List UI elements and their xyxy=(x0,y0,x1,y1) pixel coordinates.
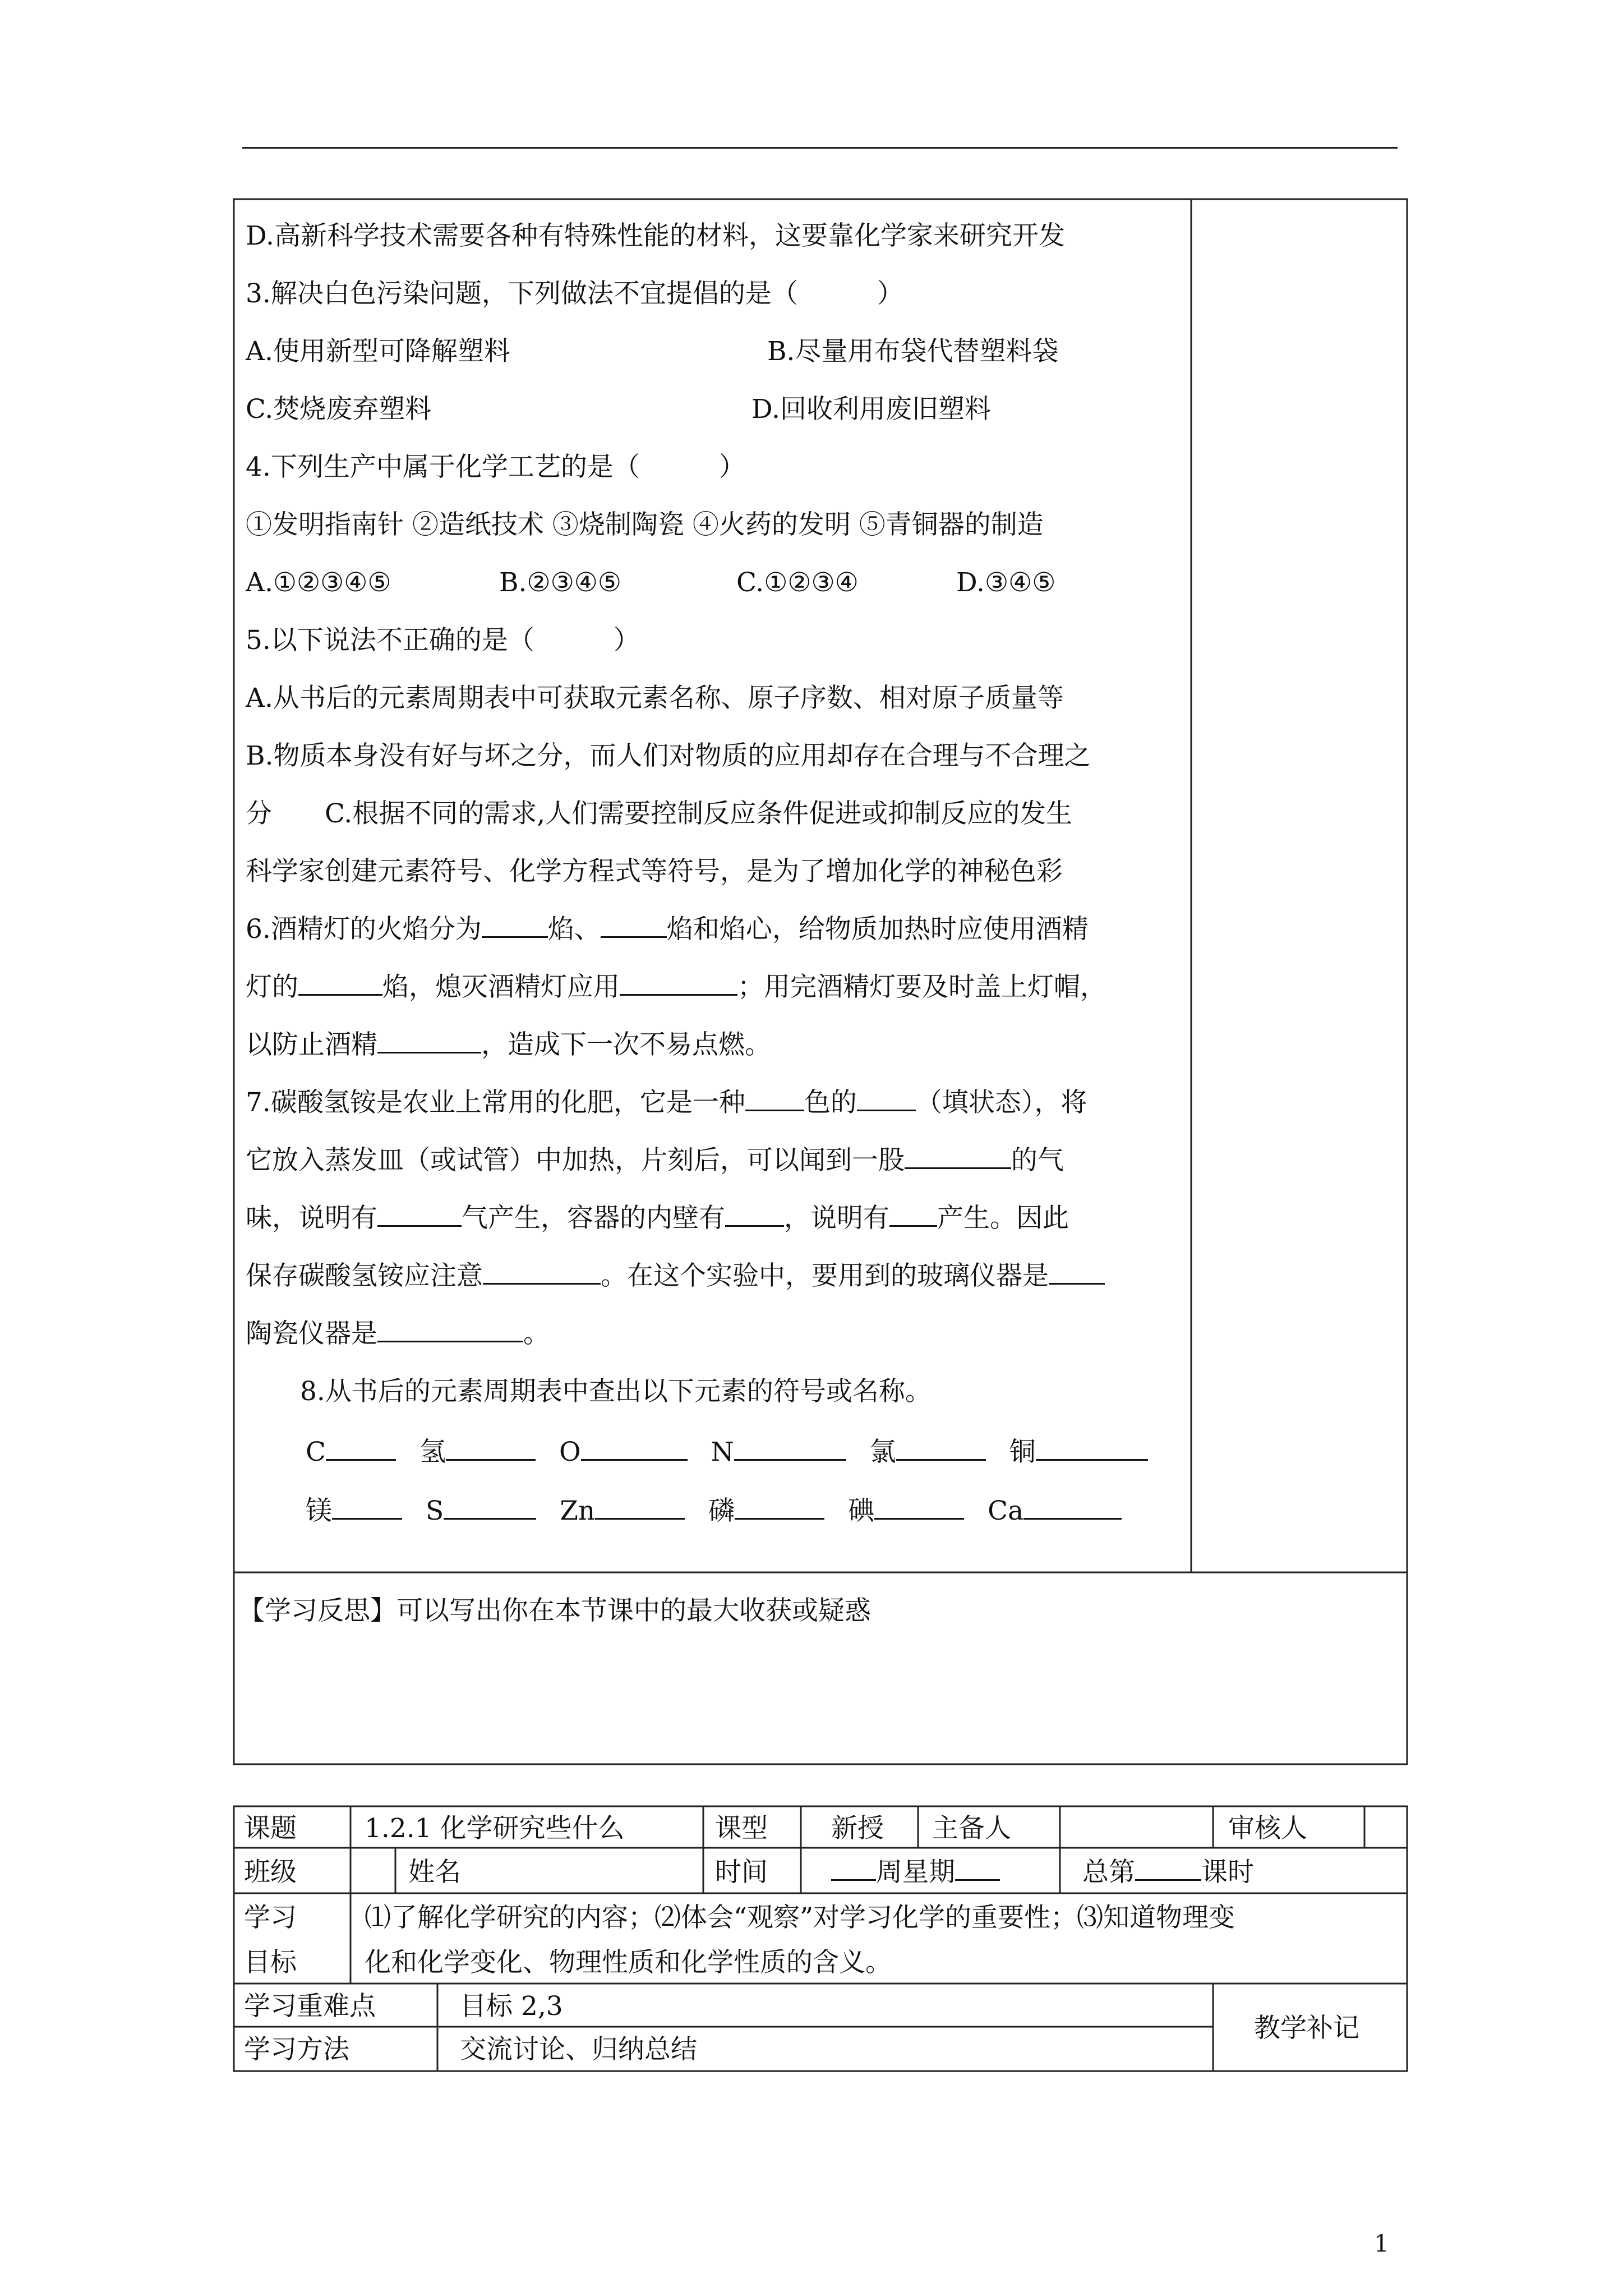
element-9: Zn xyxy=(560,1496,596,1526)
q8-blank[interactable] xyxy=(581,1458,688,1461)
q8-blank[interactable] xyxy=(874,1517,964,1520)
q2-option-d: D.高新科学技术需要各种有特殊性能的材料，这要靠化学家来研究开发 xyxy=(246,220,1065,251)
q8-blank[interactable] xyxy=(446,1458,536,1461)
q8-blank[interactable] xyxy=(444,1517,536,1520)
q5-option-d: 科学家创建元素符号、化学方程式等符号，是为了增加化学的神秘色彩 xyxy=(246,856,1063,887)
q8-blank[interactable] xyxy=(896,1458,986,1461)
lesson-number-blank[interactable] xyxy=(1135,1879,1201,1881)
q8-blank[interactable] xyxy=(734,1458,846,1461)
class-label: 班级 xyxy=(244,1857,297,1888)
total-lesson xyxy=(1082,1857,1254,1888)
q5-option-a: A.从书后的元素周期表中可获取元素名称、原子序数、相对原子质量等 xyxy=(246,683,1064,714)
total-prefix: 总第 xyxy=(1082,1857,1135,1888)
name-label: 姓名 xyxy=(408,1857,461,1888)
method-label: 学习方法 xyxy=(244,2034,349,2065)
q7-line3 xyxy=(246,1203,1069,1234)
goal-label-1: 学习 xyxy=(244,1902,297,1933)
q6-text: ；用完酒精灯要及时盖上灯帽， xyxy=(737,972,1106,1002)
q3-option-d: D.回收利用废旧塑料 xyxy=(751,394,991,425)
q8-blank[interactable] xyxy=(595,1517,685,1520)
element-4: N xyxy=(711,1437,734,1467)
q6-line2 xyxy=(246,974,1106,1000)
q8-blank[interactable] xyxy=(326,1458,396,1461)
q7-blank-smell[interactable] xyxy=(905,1167,1011,1169)
q7-text: ，说明有 xyxy=(784,1203,889,1234)
q8-blank[interactable] xyxy=(735,1517,824,1520)
q7-text: 气产生，容器的内壁有 xyxy=(462,1203,725,1234)
q7-blank-ceramic[interactable] xyxy=(377,1340,523,1342)
q4-option-b: B.②③④⑤ xyxy=(499,567,622,598)
preparer-label: 主备人 xyxy=(932,1813,1011,1844)
q6-text: ，造成下一次不易点燃。 xyxy=(481,1029,771,1060)
page-number: 1 xyxy=(1374,2230,1389,2257)
q7-line4 xyxy=(246,1260,1105,1291)
q8-row2 xyxy=(306,1498,1122,1524)
q8-blank[interactable] xyxy=(1023,1517,1122,1520)
q6-blank-inner[interactable] xyxy=(601,936,667,938)
q4-option-d: D.③④⑤ xyxy=(956,567,1056,598)
q6-line1 xyxy=(246,914,1089,945)
q7-blank-storage[interactable] xyxy=(483,1282,601,1285)
q4-items: ①发明指南针 ②造纸技术 ③烧制陶瓷 ④火药的发明 ⑤青铜器的制造 xyxy=(246,509,1044,540)
q7-line5 xyxy=(246,1320,550,1347)
q6-text: 以防止酒精 xyxy=(246,1029,377,1060)
element-11: 碘 xyxy=(848,1496,875,1526)
q6-text: 焰，熄灭酒精灯应用 xyxy=(382,972,620,1002)
goal-line-2: 化和化学变化、物理性质和化学性质的含义。 xyxy=(365,1947,892,1978)
element-3: O xyxy=(559,1437,581,1467)
q7-line2 xyxy=(246,1147,1064,1174)
topic-value: 1.2.1 化学研究些什么 xyxy=(365,1813,625,1844)
q8-blank[interactable] xyxy=(332,1517,402,1520)
q7-blank-state[interactable] xyxy=(857,1109,916,1111)
q7-blank-wall[interactable] xyxy=(725,1225,784,1227)
element-8: S xyxy=(426,1496,444,1526)
q3-option-c: C.焚烧废弃塑料 xyxy=(246,394,432,425)
q6-text: 焰和焰心，给物质加热时应使用酒精 xyxy=(666,914,1089,945)
q6-text: 灯的 xyxy=(246,972,298,1002)
q7-text: 产生。因此 xyxy=(937,1203,1069,1234)
q6-text: 6.酒精灯的火焰分为 xyxy=(246,914,482,945)
element-6: 铜 xyxy=(1009,1437,1036,1467)
weekday-blank[interactable] xyxy=(955,1879,1000,1881)
q5-option-b-line2: 分 C.根据不同的需求,人们需要控制反应条件促进或抑制反应的发生 xyxy=(246,798,1073,829)
total-suffix: 课时 xyxy=(1201,1857,1254,1888)
q6-blank-alcohol[interactable] xyxy=(377,1051,481,1053)
q7-blank-glassware[interactable] xyxy=(1049,1282,1105,1285)
method-value: 交流讨论、归纳总结 xyxy=(460,2034,697,2065)
reflection-prompt: 【学习反思】可以写出你在本节课中的最大收获或疑惑 xyxy=(238,1595,871,1626)
q6-blank-outer[interactable] xyxy=(482,936,548,938)
q5-stem: 5.以下说法不正确的是（ ） xyxy=(246,625,640,656)
q7-text: （填状态），将 xyxy=(915,1087,1087,1118)
element-5: 氯 xyxy=(869,1437,896,1467)
q7-blank-color[interactable] xyxy=(745,1109,804,1111)
element-1: C xyxy=(306,1437,326,1467)
q7-text: 陶瓷仪器是 xyxy=(246,1318,377,1349)
element-7: 镁 xyxy=(306,1496,332,1526)
goal-line-1: ⑴了解化学研究的内容；⑵体会“观察”对学习化学的重要性；⑶知道物理变 xyxy=(365,1902,1235,1933)
week-blank[interactable] xyxy=(831,1879,876,1881)
key-value: 目标 2,3 xyxy=(460,1991,563,2022)
type-value: 新授 xyxy=(831,1813,884,1844)
q3-stem: 3.解决白色污染问题，下列做法不宜提倡的是（ ） xyxy=(246,278,903,309)
element-12: Ca xyxy=(988,1496,1024,1526)
reviewer-label: 审核人 xyxy=(1228,1813,1307,1844)
q6-blank-heating[interactable] xyxy=(298,993,382,996)
q7-text: 色的 xyxy=(804,1087,857,1118)
element-2: 氢 xyxy=(419,1437,446,1467)
topic-label: 课题 xyxy=(244,1813,297,1844)
week-text: 周星期 xyxy=(876,1857,955,1888)
q7-text: 。在这个实验中，要用到的玻璃仪器是 xyxy=(601,1260,1049,1291)
q7-text: 的气 xyxy=(1011,1145,1064,1176)
element-10: 磷 xyxy=(708,1496,735,1526)
type-label: 课型 xyxy=(715,1813,768,1844)
key-label: 学习重难点 xyxy=(244,1991,376,2022)
goal-label-2: 目标 xyxy=(244,1947,297,1978)
q4-option-c: C.①②③④ xyxy=(736,567,859,598)
q7-text: 7.碳酸氢铵是农业上常用的化肥，它是一种 xyxy=(246,1087,745,1118)
q8-blank[interactable] xyxy=(1036,1458,1148,1461)
q3-option-a: A.使用新型可降解塑料 xyxy=(246,336,510,367)
q6-line3 xyxy=(246,1029,771,1060)
time-value xyxy=(831,1857,1000,1888)
q5-option-b-line1: B.物质本身没有好与坏之分，而人们对物质的应用却存在合理与不合理之 xyxy=(246,740,1091,771)
q4-stem: 4.下列生产中属于化学工艺的是（ ） xyxy=(246,452,745,482)
q7-text: 它放入蒸发皿（或试管）中加热，片刻后，可以闻到一股 xyxy=(246,1145,905,1176)
q6-blank-extinguish[interactable] xyxy=(620,993,737,996)
q7-text: 。 xyxy=(523,1318,550,1349)
time-label: 时间 xyxy=(715,1857,768,1888)
q7-text: 保存碳酸氢铵应注意 xyxy=(246,1260,483,1291)
q7-line1 xyxy=(246,1089,1087,1116)
q8-stem: 8.从书后的元素周期表中查出以下元素的符号或名称。 xyxy=(300,1376,932,1407)
q3-option-b: B.尽量用布袋代替塑料袋 xyxy=(767,336,1059,367)
q7-blank-product[interactable] xyxy=(889,1225,937,1227)
q7-text: 味，说明有 xyxy=(246,1203,377,1234)
notes-label: 教学补记 xyxy=(1254,2013,1359,2044)
q6-text: 焰、 xyxy=(547,914,601,945)
q8-row1 xyxy=(306,1439,1148,1465)
q4-option-a: A.①②③④⑤ xyxy=(246,567,391,598)
q7-blank-gas[interactable] xyxy=(377,1225,462,1227)
